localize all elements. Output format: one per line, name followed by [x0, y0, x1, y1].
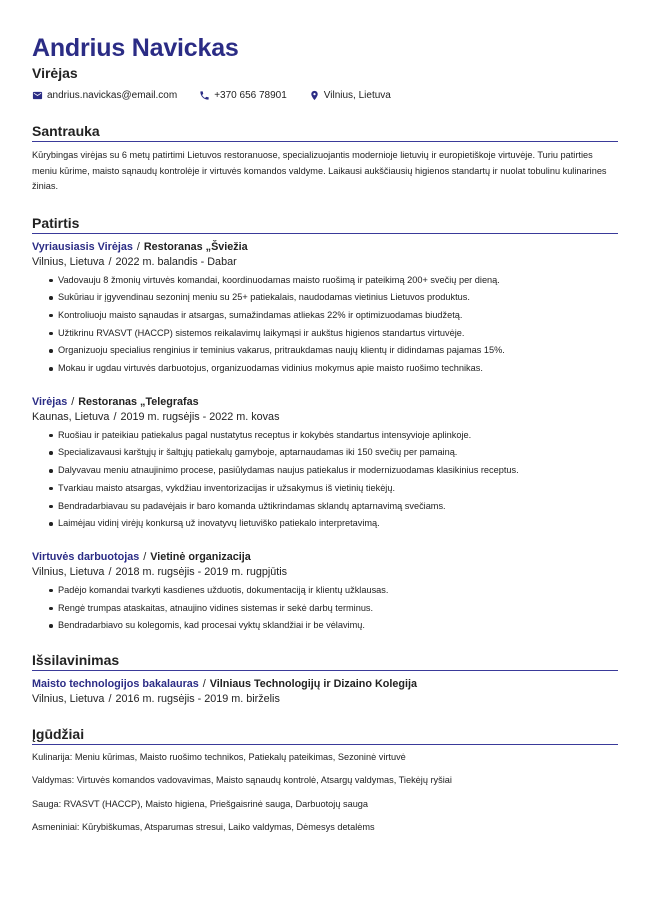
job-entry: [32, 395, 618, 533]
contact-email[interactable]: [32, 90, 177, 101]
meta-separator: /: [108, 255, 112, 268]
list-item: Bendradarbiavau su padavėjais ir baro komanda užtikrindamas sklandų aptarnavimą svečiams.: [49, 498, 618, 516]
candidate-role: Virėjas: [32, 65, 78, 81]
list-item: Vadovauju 8 žmonių virtuvės komandai, koordinuodamas maisto ruošimą ir pateikimą 200+ svečių per dieną.: [49, 272, 618, 290]
section-title: Santrauka: [32, 123, 618, 142]
job-location: Kaunas, Lietuva: [32, 410, 110, 423]
education-location: Vilnius, Lietuva: [32, 693, 105, 706]
meta-separator: /: [108, 565, 112, 578]
job-heading: [32, 395, 618, 409]
skills-section: [32, 726, 618, 834]
school-name: Vilniaus Technologijų ir Dizaino Kolegija: [209, 678, 417, 691]
list-item: Bendradarbiavo su kolegomis, kad procesai vyktų sklandžiai ir be vėlavimų.: [49, 617, 618, 635]
job-location: Vilnius, Lietuva: [32, 255, 105, 268]
contact-row: [32, 90, 618, 101]
job-location: Vilnius, Lietuva: [32, 565, 105, 578]
heading-separator: /: [71, 395, 75, 408]
job-entry: [32, 550, 618, 635]
job-bullets: [32, 272, 618, 378]
job-organization: Restoranas „Šviežia: [143, 240, 248, 253]
phone-text: +370 656 78901: [214, 90, 287, 101]
skill-line: Asmeniniai: Kūrybiškumas, Atsparumas stresui, Laiko valdymas, Dėmesys detalėms: [32, 822, 375, 833]
education-meta: [32, 692, 618, 706]
job-title: Vyriausiasis Virėjas: [32, 240, 133, 253]
list-item: Laimėjau vidinį virėjų konkursą už inovatyvų lietuviško patiekalo interpretavimą.: [49, 515, 618, 533]
job-organization: Restoranas „Telegrafas: [78, 395, 199, 408]
job-meta: [32, 565, 618, 579]
list-item: Dalyvavau meniu atnaujinimo procese, pasiūlydamas naujus patiekalus ir modernizuodamas klasikinius receptus.: [49, 462, 618, 480]
email-text: andrius.navickas@email.com: [47, 90, 178, 101]
job-heading: [32, 240, 618, 254]
list-item: Užtikrinu RVASVT (HACCP) sistemos reikalavimų laikymąsi ir aukštus higienos standartus virtuvėje.: [49, 325, 618, 343]
section-title: Patirtis: [32, 215, 618, 234]
list-item: Sukūriau ir įgyvendinau sezoninį meniu su 25+ patiekalais, naudodamas vietinius Lietuvos produktus.: [49, 289, 618, 307]
mail-icon: [32, 90, 43, 101]
heading-separator: /: [136, 240, 140, 253]
list-item: Organizuoju specialius renginius ir teminius vakarus, pritraukdamas naujų klientų ir didindamas pajamas 15%.: [49, 342, 618, 360]
job-title: Virtuvės darbuotojas: [32, 550, 140, 563]
education-section: [32, 652, 618, 706]
summary-text: Kūrybingas virėjas su 6 metų patirtimi Lietuvos restoranuose, specializuojantis modernioje lietuvių ir europietiškoje virtuvėje. Turiu patirties meniu kūrime, maisto sąnaudų kontrolėje ir virtuvės komandos valdyme. Laikausi aukščiausių higienos standartų ir nuolat tobulinu kulinarines žinias.: [32, 150, 607, 191]
location-pin-icon: [309, 90, 320, 101]
job-meta: [32, 255, 618, 269]
list-item: Kontroliuoju maisto sąnaudas ir atsargas, sumažindamas atliekas 22% ir optimizuodamas biudžetą.: [49, 307, 618, 325]
education-dates: 2016 m. rugsėjis - 2019 m. birželis: [115, 693, 280, 706]
section-title: Įgūdžiai: [32, 726, 618, 745]
heading-separator: /: [143, 550, 147, 563]
list-item: Specializavausi karštųjų ir šaltųjų patiekalų gamyboje, aptarnaudamas iki 150 svečių per pamainą.: [49, 444, 618, 462]
job-dates: 2018 m. rugsėjis - 2019 m. rugpjūtis: [115, 565, 288, 578]
job-bullets: [32, 582, 618, 635]
list-item: Rengė trumpas ataskaitas, atnaujino vidines sistemas ir sekė darbų terminus.: [49, 600, 618, 618]
job-meta: [32, 410, 618, 424]
job-dates: 2019 m. rugsėjis - 2022 m. kovas: [120, 410, 280, 423]
meta-separator: /: [113, 410, 117, 423]
summary-section: [32, 123, 618, 195]
meta-separator: /: [108, 693, 112, 706]
education-heading: [32, 677, 618, 691]
list-item: Mokau ir ugdau virtuvės darbuotojus, organizuodamas vidinius mokymus apie maisto ruošimo technikas.: [49, 360, 618, 378]
heading-separator: /: [202, 678, 206, 691]
skill-line: Kulinarija: Meniu kūrimas, Maisto ruošimo technikos, Patiekalų pateikimas, Sezoninė virtuvė: [32, 752, 406, 763]
skill-line: Valdymas: Virtuvės komandos vadovavimas, Maisto sąnaudų kontrolė, Atsargų valdymas, Tiekėjų ryšiai: [32, 775, 452, 786]
job-entry: [32, 240, 618, 378]
list-item: Padėjo komandai tvarkyti kasdienes užduotis, dokumentaciją ir klientų užklausas.: [49, 582, 618, 600]
list-item: Ruošiau ir pateikiau patiekalus pagal nustatytus receptus ir kokybės standartus intensyvioje aplinkoje.: [49, 427, 618, 445]
candidate-name: Andrius Navickas: [32, 34, 239, 62]
experience-section: [32, 215, 618, 636]
job-title: Virėjas: [32, 395, 68, 408]
section-title: Išsilavinimas: [32, 652, 618, 671]
degree-title: Maisto technologijos bakalauras: [32, 678, 199, 691]
job-bullets: [32, 427, 618, 533]
job-heading: [32, 550, 618, 564]
skill-line: Sauga: RVASVT (HACCP), Maisto higiena, Priešgaisrinė sauga, Darbuotojų sauga: [32, 798, 369, 809]
location-text: Vilnius, Lietuva: [323, 90, 391, 101]
job-organization: Vietinė organizacija: [150, 550, 251, 563]
list-item: Tvarkiau maisto atsargas, vykdžiau inventorizacijas ir užsakymus iš vietinių tiekėjų.: [49, 480, 618, 498]
contact-location: [309, 90, 391, 101]
phone-icon: [199, 90, 210, 101]
contact-phone[interactable]: [199, 90, 287, 101]
job-dates: 2022 m. balandis - Dabar: [115, 255, 237, 268]
